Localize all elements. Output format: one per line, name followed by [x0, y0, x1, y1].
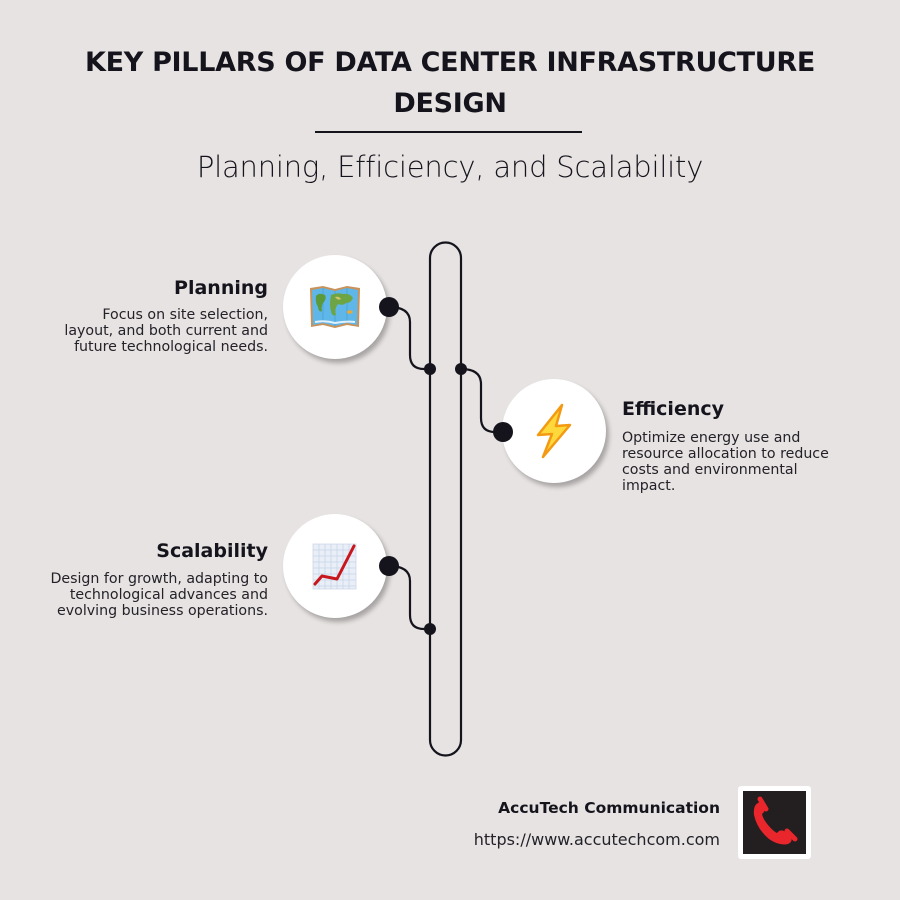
planning-node [379, 297, 399, 317]
pillar-title-planning: Planning [174, 277, 268, 299]
planning-icon-circle [283, 255, 387, 359]
vertical-pipe [430, 242, 461, 755]
junction-dot [424, 623, 436, 635]
planning-connector [389, 307, 430, 369]
junction-dot [455, 363, 467, 375]
efficiency-node [493, 422, 513, 442]
phone-badge-inner [743, 791, 806, 854]
junction-dot [424, 363, 436, 375]
pillar-desc-scalability: Design for growth, adapting to technological advances and evolving business operations. [50, 571, 268, 619]
world-map-icon [305, 277, 365, 337]
company-name: AccuTech Communication [498, 799, 720, 817]
pillar-desc-efficiency: Optimize energy use and resource allocation to reduce costs and environmental impact. [622, 430, 829, 494]
phone-badge[interactable] [738, 786, 811, 859]
lightning-bolt-icon [524, 401, 584, 461]
scalability-icon-circle [283, 514, 387, 618]
pillar-desc-planning: Focus on site selection, layout, and both current and future technological needs. [64, 307, 268, 355]
telephone-receiver-icon [743, 791, 806, 854]
page-title: KEY PILLARS OF DATA CENTER INFRASTRUCTURE DESIGN [84, 47, 816, 119]
page-subtitle: Planning, Efficiency, and Scalability [196, 150, 704, 184]
chart-increasing-icon [305, 536, 365, 596]
pillar-title-scalability: Scalability [156, 540, 268, 562]
efficiency-icon-circle [502, 379, 606, 483]
scalability-connector [389, 566, 430, 629]
scalability-node [379, 556, 399, 576]
pillar-title-efficiency: Efficiency [622, 398, 725, 420]
company-url[interactable]: https://www.accutechcom.com [473, 830, 720, 849]
